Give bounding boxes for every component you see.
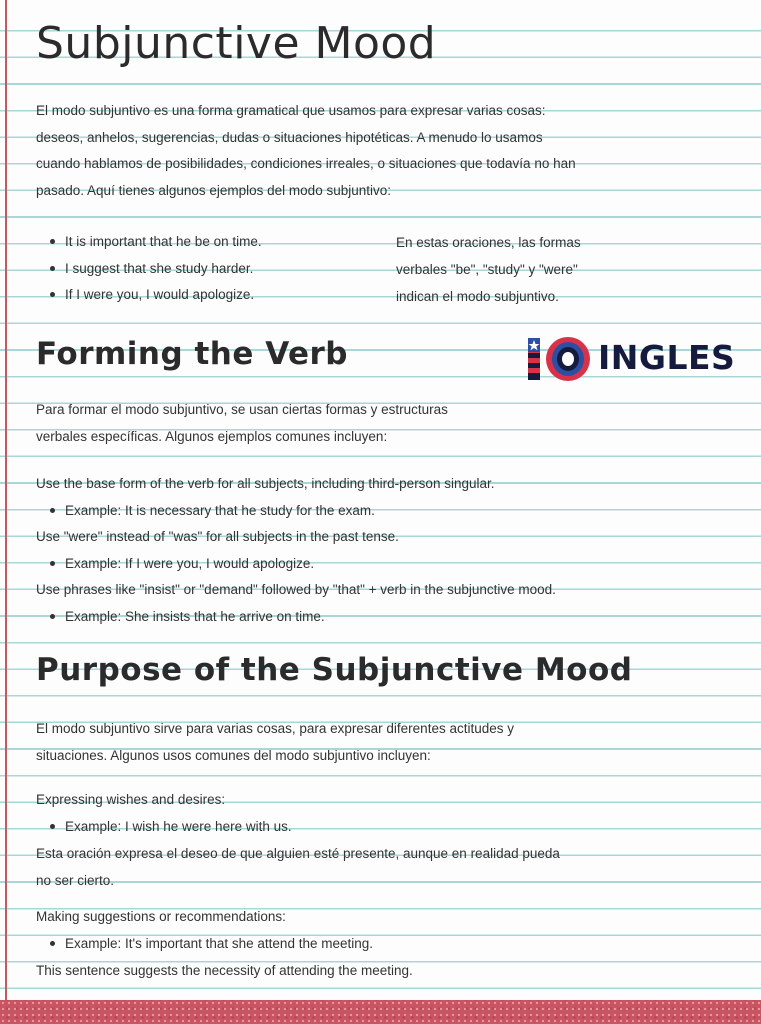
purpose-use-2-label: Making suggestions or recommendations:: [36, 909, 286, 924]
10ingles-logo: [526, 334, 736, 384]
forming-rule-2: Use "were" instead of "was" for all subjects in the past tense.: [36, 529, 399, 544]
purpose-use-2-explanation-1: This sentence suggests the necessity of attending the meeting.: [36, 963, 413, 978]
purpose-use-2-example: Example: It's important that she attend the meeting.: [50, 931, 373, 958]
bullet-dot-icon: [50, 941, 55, 946]
purpose-use-1-example: Example: I wish he were here with us.: [50, 814, 292, 841]
forming-heading: Forming the Verb: [36, 336, 348, 372]
intro-bullet-3: If I were you, I would apologize.: [50, 282, 254, 309]
intro-note-line-2: verbales "be", "study" y "were": [396, 262, 578, 277]
intro-line-3: cuando hablamos de posibilidades, condiciones irreales, o situaciones que todavía no han: [36, 156, 576, 171]
forming-line-2: verbales específicas. Algunos ejemplos comunes incluyen:: [36, 429, 388, 444]
intro-line-1: El modo subjuntivo es una forma gramatical que usamos para expresar varias cosas:: [36, 103, 546, 118]
intro-note-line-1: En estas oraciones, las formas: [396, 235, 581, 250]
bullet-dot-icon: [50, 614, 55, 619]
purpose-line-1: El modo subjuntivo sirve para varias cosas, para expresar diferentes actitudes y: [36, 721, 514, 736]
forming-rule-1: Use the base form of the verb for all subjects, including third-person singular.: [36, 476, 495, 491]
purpose-use-1-explanation-2: no ser cierto.: [36, 873, 115, 888]
purpose-heading: Purpose of the Subjunctive Mood: [36, 652, 633, 688]
notebook-margin-line: [5, 0, 7, 1024]
intro-bullet-2: I suggest that she study harder.: [50, 256, 253, 283]
purpose-use-1-explanation-1: Esta oración expresa el deseo de que alguien esté presente, aunque en realidad pueda: [36, 846, 560, 861]
intro-line-4: pasado. Aquí tienes algunos ejemplos del modo subjuntivo:: [36, 183, 391, 198]
logo-text: INGLES: [598, 338, 736, 377]
page-title: Subjunctive Mood: [36, 18, 437, 69]
bullet-dot-icon: [50, 239, 55, 244]
forming-example-2: Example: If I were you, I would apologize.: [50, 551, 314, 578]
purpose-use-1-label: Expressing wishes and desires:: [36, 792, 226, 807]
forming-line-1: Para formar el modo subjuntivo, se usan ciertas formas y estructuras: [36, 402, 448, 417]
bullet-dot-icon: [50, 292, 55, 297]
bullet-dot-icon: [50, 266, 55, 271]
forming-example-3: Example: She insists that he arrive on time.: [50, 604, 325, 631]
decorative-bottom-band: [0, 1000, 761, 1024]
intro-note-line-3: indican el modo subjuntivo.: [396, 289, 559, 304]
bullet-dot-icon: [50, 508, 55, 513]
bullet-dot-icon: [50, 824, 55, 829]
forming-example-1: Example: It is necessary that he study for the exam.: [50, 498, 375, 525]
forming-rule-3: Use phrases like "insist" or "demand" followed by "that" + verb in the subjunctive mood.: [36, 582, 556, 597]
intro-line-2: deseos, anhelos, sugerencias, dudas o situaciones hipotéticas. A menudo lo usamos: [36, 130, 543, 145]
purpose-line-2: situaciones. Algunos usos comunes del modo subjuntivo incluyen:: [36, 748, 431, 763]
ten-logo-icon: [526, 334, 598, 384]
bullet-dot-icon: [50, 561, 55, 566]
intro-bullet-1: It is important that he be on time.: [50, 229, 262, 256]
